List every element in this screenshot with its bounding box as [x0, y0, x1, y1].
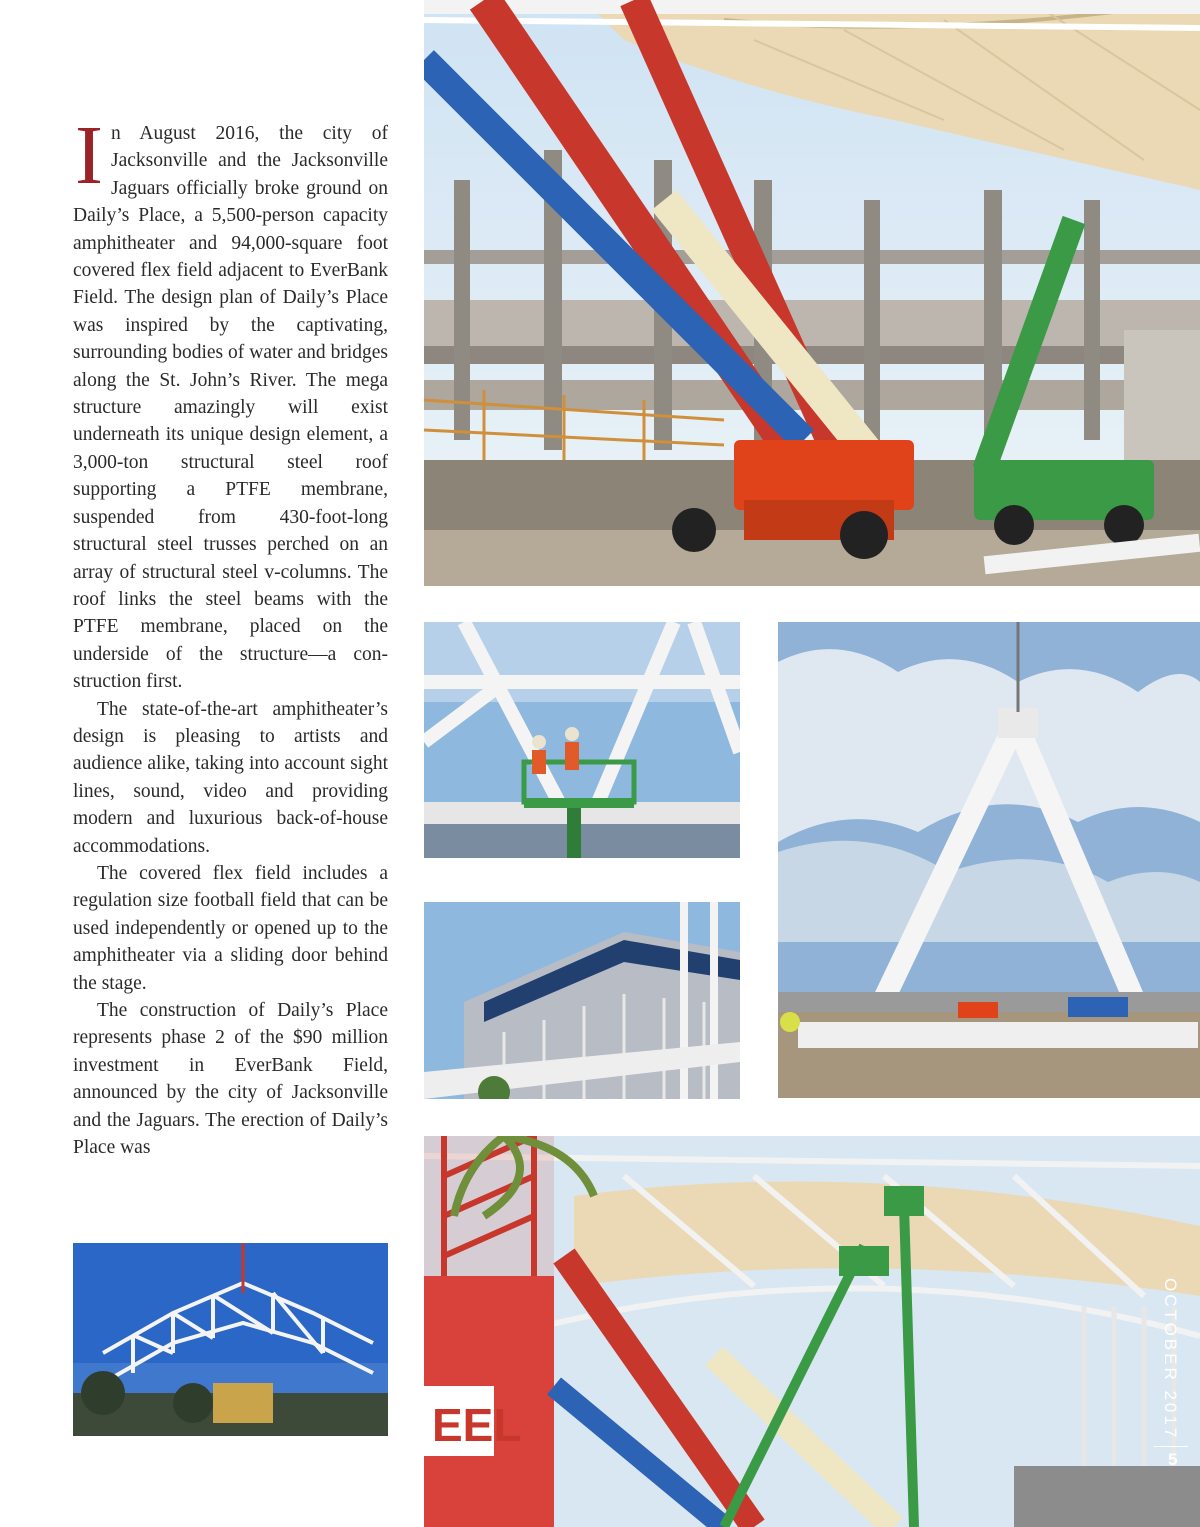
- photo-stadium: [424, 902, 740, 1099]
- folio-divider: [1154, 1446, 1188, 1447]
- paragraph-1: [73, 109, 388, 696]
- article-body: [73, 109, 388, 1161]
- photo-v-column-lift: [778, 622, 1200, 1098]
- page-folio: [1140, 1270, 1200, 1480]
- paragraph-3: The covered flex field includes a regulation size football field that can be used independently or opened up to the amphitheater via a sliding door behind the stage.: [73, 862, 388, 994]
- bottom-photo-sign: EEL: [432, 1399, 522, 1451]
- photo-roof-frame: [73, 1243, 388, 1436]
- issue-date: OCTOBER 2017: [1161, 1278, 1180, 1441]
- drop-cap: I: [75, 109, 103, 202]
- photo-construction-booms: [424, 0, 1200, 586]
- photo-workers-on-lift: [424, 622, 740, 858]
- paragraph-1-text: n August 2016, the city of Jacksonville and the Jacksonville Jaguars officially broke ground on Daily’s Place, a 5,500-person capacity amphitheater and 94,000-square foot covered flex field adjacent to EverBank Field. The design plan of Daily’s Place was inspired by the captivating, surrounding bodies of water and bridges along the St. John’s River. The mega structure amazingly will exist underneath its unique design element, a 3,000-ton structural steel roof supporting a PTFE membrane, suspended from 430-foot-long structural steel trusses perched on an array of structural steel v-columns. The roof links the steel beams with the PTFE membrane, placed on the underside of the structure—a construction first.: [73, 123, 388, 693]
- paragraph-2: The state-of-the-art amphitheater’s design is pleasing to artists and audience alike, taking into account sight lines, sound, video and providing modern and luxurious back-of-house accommodations.: [73, 698, 388, 857]
- page-number: 5: [1168, 1450, 1178, 1469]
- photo-canopy-lifts: [424, 1136, 1200, 1527]
- paragraph-4: The construction of Daily’s Place represents phase 2 of the $90 million investment in EverBank Field, announced by the city of Jacksonville and the Jaguars. The erection of Daily’s Place was: [73, 1000, 388, 1159]
